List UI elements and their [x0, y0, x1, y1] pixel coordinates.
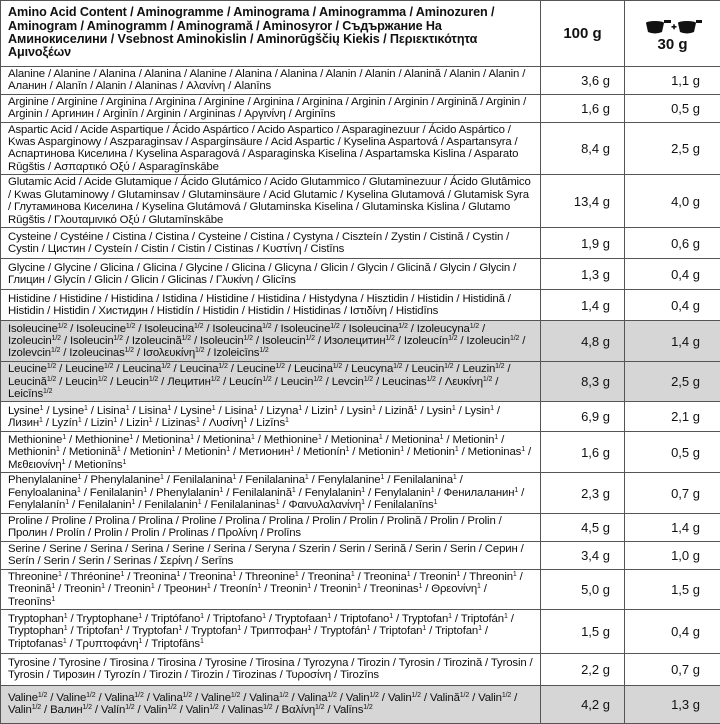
- footnote-marker: 1: [285, 417, 289, 424]
- amino-acid-name: Histidine / Histidine / Histidina / Istidina / Histidine / Histidina / Histydyna / Hisztidin / Histidin / Histidină / Histidin / Histidin / Хистидин / Histidín / Histidin / Histidin / Histidinas / Ιστιδίνη / Histidīns: [1, 290, 541, 321]
- value-per-serving: 0,4 g: [625, 609, 720, 653]
- table-row: [1, 513, 720, 541]
- value-per-serving: 1,5 g: [625, 569, 720, 609]
- amino-acid-name: Lysine$^1$ / Lysine$^1$ / Lisina$^1$ / Lisina$^1$ / Lysine$^1$ / Lisina$^1$ / Lizyna$^1$ / Lizin$^1$ / Lysin$^1$ / Lizină$^1$ / Lysin$^1$ / Lysin$^1$ / Лизин$^1$ / Lyzín$^1$ / Lizin$^1$ / Lizin$^1$ / Lizinas$^1$ / Λυσίνη$^1$ / Lizīns$^1$: [1, 402, 541, 432]
- footnote-marker: 1/2: [149, 376, 158, 383]
- footnote-marker: 1/2: [510, 335, 519, 342]
- table-title: Amino Acid Content / Aminogramme / Aminograma / Aminogramma / Aminozuren / Aminogram / Aminogramm / Aminogramă / Aminosyror / Съдържание На Аминокиселини / Vsebnost Aminokislin / Aminorūgščių Kiekis / Περιεκτικότητα Αμινοξέων: [1, 1, 541, 67]
- table-row: [1, 175, 720, 228]
- footnote-marker: 1/2: [426, 376, 435, 383]
- amino-acid-name: Cysteine / Cystéine / Cistina / Cistina / Cysteine / Cistina / Cystyna / Ciszteín / Zystin / Cistină / Cystin / Cystin / Цистин / Cysteín / Cistin / Cistin / Cistinas / Κυστίνη / Cistīns: [1, 228, 541, 259]
- value-per-100g: 1,9 g: [541, 228, 625, 259]
- value-per-100g: 5,0 g: [541, 569, 625, 609]
- footnote-marker: 1: [143, 487, 147, 494]
- footnote-marker: 1: [298, 405, 302, 412]
- footnote-marker: 1: [84, 405, 88, 412]
- footnote-marker: 1/2: [279, 692, 288, 699]
- footnote-marker: 1: [372, 405, 376, 412]
- footnote-marker: 1: [129, 434, 133, 441]
- amino-acid-name: Tyrosine / Tyrosine / Tirosina / Tirosina / Tyrosine / Tirosina / Tyrozyna / Tirozin / Tyrosin / Tirozină / Tyrosin / Tyrosin / Тирозин / Tyrozín / Tirozin / Tirozin / Tirozinas / Τυροσίνη / Tirozīns: [1, 653, 541, 685]
- value-per-100g: 1,5 g: [541, 609, 625, 653]
- footnote-marker: 1: [504, 613, 508, 620]
- table-row: [1, 653, 720, 685]
- amino-acid-name: Alanine / Alanine / Alanina / Alanina / Alanine / Alanina / Alanina / Alanin / Alanin / Alanină / Alanin / Alanin / Аланин / Alanīn / Alanin / Alaninas / Αλανίνη / Alanīns: [1, 67, 541, 95]
- amino-acid-name: Aspartic Acid / Acide Aspartique / Ácido Aspártico / Acido Aspartico / Asparaginezuur / Ácido Aspártico / Kwas Asparginowy / Aszparaginsav / Asparginsäure / Acid Aspartic / Kyselina Aspartová / Aspartansyra / Аспартинова Киселина / Kyselina Asparagová / Asparaginska Kiselina / Aspartamska Kislina / Asparato Rūgštis / Ασπαρτικό Οξύ / Asparagīnskābe: [1, 122, 541, 175]
- amino-acid-name: Arginine / Arginine / Arginina / Arginina / Arginine / Arginina / Arginina / Arginin / Arginin / Arginină / Arginin / Arginin / Аргинин / Arginīn / Arginin / Argininas / Αργινίνη / Arginīns: [1, 94, 541, 122]
- footnote-marker: 1: [243, 417, 247, 424]
- footnote-marker: 1: [78, 417, 82, 424]
- value-per-serving: 0,7 g: [625, 473, 720, 513]
- footnote-marker: 1/2: [47, 363, 56, 370]
- footnote-marker: 1/2: [195, 347, 204, 354]
- footnote-marker: 1: [51, 583, 55, 590]
- footnote-marker: 1: [122, 459, 126, 466]
- footnote-marker: 1/2: [83, 704, 92, 711]
- footnote-marker: 1: [448, 613, 452, 620]
- footnote-marker: 1/2: [327, 692, 336, 699]
- footnote-marker: 1: [132, 499, 136, 506]
- amino-acid-name: Methionine$^1$ / Methionine$^1$ / Metionina$^1$ / Metionina$^1$ / Methionine$^1$ / Metionina$^1$ / Metionina$^1$ / Metionin$^1$ / Methionin$^1$ / Metionină$^1$ / Metionin$^1$ / Metionin$^1$ / Метионин$^1$ / Metionín$^1$ / Metionin$^1$ / Metionin$^1$ / Metioninas$^1$ / Μεθειονίνη$^1$ / Metionīns$^1$: [1, 432, 541, 473]
- footnote-marker: 1: [361, 487, 365, 494]
- footnote-marker: 1: [196, 417, 200, 424]
- footnote-marker: 1: [453, 474, 457, 481]
- footnote-marker: 1: [431, 487, 435, 494]
- footnote-marker: 1: [367, 625, 371, 632]
- footnote-marker: 1: [56, 446, 60, 453]
- footnote-marker: 1/2: [125, 704, 134, 711]
- footnote-marker: 1: [138, 638, 142, 645]
- value-per-serving: 1,1 g: [625, 67, 720, 95]
- footnote-marker: 1: [257, 583, 261, 590]
- footnote-marker: 1: [121, 571, 125, 578]
- footnote-marker: 1/2: [315, 704, 324, 711]
- value-per-serving: 0,4 g: [625, 259, 720, 290]
- footnote-marker: 1: [62, 459, 66, 466]
- footnote-marker: 1: [418, 583, 422, 590]
- footnote-marker: 1: [307, 625, 311, 632]
- footnote-marker: 1: [178, 625, 182, 632]
- scoop-plus-scoop-icon: [644, 15, 702, 35]
- amino-acid-name: Leucine$^{1/2}$ / Leucine$^{1/2}$ / Leucina$^{1/2}$ / Leucina$^{1/2}$ / Leucine$^{1/2}$ / Leucina$^{1/2}$ / Leucyna$^{1/2}$ / Leucin$^{1/2}$ / Leuzin$^{1/2}$ / Leucină$^{1/2}$ / Leucin$^{1/2}$ / Leucin$^{1/2}$ / Лецитин$^{1/2}$ / Leucín$^{1/2}$ / Leucin$^{1/2}$ / Levcin$^{1/2}$ / Leucinas$^{1/2}$ / Λευκίνη$^{1/2}$ / Leicīns$^{1/2}$: [1, 362, 541, 402]
- footnote-marker: 1: [414, 405, 418, 412]
- value-per-serving: 1,3 g: [625, 685, 720, 723]
- footnote-marker: 1: [149, 417, 153, 424]
- value-per-serving: 1,0 g: [625, 541, 720, 569]
- footnote-marker: 1: [380, 474, 384, 481]
- footnote-marker: 1: [62, 434, 66, 441]
- footnote-marker: 1: [78, 474, 82, 481]
- footnote-marker: 1/2: [86, 692, 95, 699]
- value-per-100g: 13,4 g: [541, 175, 625, 228]
- footnote-marker: 1/2: [211, 376, 220, 383]
- footnote-marker: 1: [138, 613, 142, 620]
- footnote-marker: 1: [276, 499, 280, 506]
- per-100g-header: 100 g: [541, 1, 625, 67]
- footnote-marker: 1/2: [412, 692, 421, 699]
- value-per-100g: 1,6 g: [541, 432, 625, 473]
- value-per-serving: 0,6 g: [625, 228, 720, 259]
- footnote-marker: 1/2: [182, 335, 191, 342]
- footnote-marker: 1: [292, 487, 296, 494]
- footnote-marker: 1/2: [276, 363, 285, 370]
- value-per-serving: 1,4 g: [625, 513, 720, 541]
- footnote-marker: 1: [494, 434, 498, 441]
- footnote-marker: 1/2: [231, 692, 240, 699]
- footnote-marker: 1: [226, 446, 230, 453]
- footnote-marker: 1/2: [306, 335, 315, 342]
- footnote-marker: 1: [77, 487, 81, 494]
- amino-acid-name: Phenylalanine$^1$ / Phenylalanine$^1$ / Fenilalanina$^1$ / Fenilalanina$^1$ / Fenylalanine$^1$ / Fenilalanina$^1$ / Fenyloalanina$^1$ / Fenilalanin$^1$ / Phenylalanin$^1$ / Fenilalanină$^1$ / Fenylalanin$^1$ / Fenylalanin$^1$ / Фенилаланин$^1$ / Fenylalanín$^1$ / Fenilalanin$^1$ / Fenilalanin$^1$ / Fenilalaninas$^1$ / Φαινυλαλανίνη$^1$ / Fenilalanīns$^1$: [1, 473, 541, 513]
- footnote-marker: 1: [58, 571, 62, 578]
- footnote-marker: 1: [452, 405, 456, 412]
- table-row: [1, 122, 720, 175]
- table-row: [1, 321, 720, 362]
- footnote-marker: 1: [119, 625, 123, 632]
- value-per-100g: 1,6 g: [541, 94, 625, 122]
- footnote-marker: 1: [440, 434, 444, 441]
- amino-acid-name: Threonine$^1$ / Thréonine$^1$ / Treonina$^1$ / Treonina$^1$ / Threonine$^1$ / Treonina$^1$ / Treonina$^1$ / Treonin$^1$ / Threonin$^1$ / Treonină$^1$ / Treonin$^1$ / Treonin$^1$ / Треонин$^1$ / Treonín$^1$ / Treonin$^1$ / Treonin$^1$ / Treoninas$^1$ / Θρεονίνη$^1$ / Treonīns$^1$: [1, 569, 541, 609]
- table-header-row: [1, 1, 720, 67]
- footnote-marker: 1: [327, 613, 331, 620]
- footnote-marker: 1/2: [502, 692, 511, 699]
- footnote-marker: 1/2: [51, 347, 60, 354]
- value-per-serving: 1,4 g: [625, 321, 720, 362]
- footnote-marker: 1: [513, 571, 517, 578]
- footnote-marker: 1: [200, 638, 204, 645]
- table-row: [1, 432, 720, 473]
- footnote-marker: 1: [307, 583, 311, 590]
- footnote-marker: 1: [212, 405, 216, 412]
- value-per-100g: 1,3 g: [541, 259, 625, 290]
- footnote-marker: 1/2: [398, 323, 407, 330]
- footnote-marker: 1/2: [385, 335, 394, 342]
- footnote-marker: 1/2: [47, 376, 56, 383]
- table-row: [1, 569, 720, 609]
- footnote-marker: 1: [400, 446, 404, 453]
- footnote-marker: 1/2: [444, 363, 453, 370]
- footnote-marker: 1: [434, 499, 438, 506]
- footnote-marker: 1/2: [262, 323, 271, 330]
- footnote-marker: 1: [172, 446, 176, 453]
- footnote-marker: 1: [126, 405, 130, 412]
- value-per-100g: 8,3 g: [541, 362, 625, 402]
- footnote-marker: 1/2: [263, 704, 272, 711]
- footnote-marker: 1: [200, 613, 204, 620]
- footnote-marker: 1/2: [38, 692, 47, 699]
- table-row: [1, 362, 720, 402]
- amino-acid-name: Glycine / Glycine / Glicina / Glicina / Glycine / Glicina / Glicyna / Glicin / Glycin / Glicină / Glycin / Glycin / Глицин / Glycín / Glicin / Glicin / Glicinas / Γλυκίνη / Glicīns: [1, 259, 541, 290]
- footnote-marker: 1: [361, 499, 365, 506]
- value-per-serving: 0,5 g: [625, 94, 720, 122]
- footnote-marker: 1: [290, 446, 294, 453]
- footnote-marker: 1: [176, 571, 180, 578]
- footnote-marker: 1/2: [125, 347, 134, 354]
- footnote-marker: 1/2: [262, 376, 271, 383]
- footnote-marker: 1: [251, 434, 255, 441]
- footnote-marker: 1/2: [333, 363, 342, 370]
- table-row: [1, 228, 720, 259]
- footnote-marker: 1/2: [134, 692, 143, 699]
- footnote-marker: 1: [478, 625, 482, 632]
- footnote-marker: 1/2: [167, 704, 176, 711]
- footnote-marker: 1/2: [393, 363, 402, 370]
- footnote-marker: 1/2: [209, 704, 218, 711]
- footnote-marker: 1: [232, 571, 236, 578]
- footnote-marker: 1: [64, 613, 68, 620]
- value-per-100g: 1,4 g: [541, 290, 625, 321]
- footnote-marker: 1/2: [313, 376, 322, 383]
- footnote-marker: 1/2: [126, 323, 135, 330]
- table-row: [1, 541, 720, 569]
- footnote-marker: 1: [334, 405, 338, 412]
- value-per-100g: 4,5 g: [541, 513, 625, 541]
- footnote-marker: 1: [305, 474, 309, 481]
- value-per-100g: 4,2 g: [541, 685, 625, 723]
- footnote-marker: 1: [65, 499, 69, 506]
- footnote-marker: 1/2: [104, 363, 113, 370]
- footnote-marker: 1/2: [363, 704, 372, 711]
- value-per-serving: 2,5 g: [625, 122, 720, 175]
- footnote-marker: 1: [351, 571, 355, 578]
- amino-acid-name: Isoleucine$^{1/2}$ / Isoleucine$^{1/2}$ / Isoleucina$^{1/2}$ / Isoleucina$^{1/2}$ / Isoleucine$^{1/2}$ / Isoleucina$^{1/2}$ / Izoleucyna$^{1/2}$ / Izoleucin$^{1/2}$ / Isoleucin$^{1/2}$ / Izoleucină$^{1/2}$ / Isoleucin$^{1/2}$ / Isoleucin$^{1/2}$ / Изолецитин$^{1/2}$ / Izoleucín$^{1/2}$ / Izoleucin$^{1/2}$ / Izolevcin$^{1/2}$ / Izoleucinas$^{1/2}$ / Ισολευκίνη$^{1/2}$ / Izoleicīns$^{1/2}$: [1, 321, 541, 362]
- amino-acid-rows: [1, 67, 720, 724]
- footnote-marker: 1: [477, 583, 481, 590]
- value-per-serving: 2,1 g: [625, 402, 720, 432]
- footnote-marker: 1: [457, 571, 461, 578]
- footnote-marker: 1: [357, 583, 361, 590]
- footnote-marker: 1/2: [460, 692, 469, 699]
- footnote-marker: 1: [253, 405, 257, 412]
- footnote-marker: 1: [490, 405, 494, 412]
- footnote-marker: 1/2: [43, 388, 52, 395]
- footnote-marker: 1/2: [32, 704, 41, 711]
- footnote-marker: 1/2: [244, 335, 253, 342]
- footnote-marker: 1: [389, 613, 393, 620]
- value-per-100g: 8,4 g: [541, 122, 625, 175]
- footnote-marker: 1/2: [98, 376, 107, 383]
- footnote-marker: 1: [151, 583, 155, 590]
- footnote-marker: 1: [198, 499, 202, 506]
- table-row: [1, 609, 720, 653]
- table-row: [1, 94, 720, 122]
- table-row: [1, 259, 720, 290]
- footnote-marker: 1: [160, 474, 164, 481]
- value-per-serving: 0,5 g: [625, 432, 720, 473]
- footnote-marker: 1/2: [114, 335, 123, 342]
- footnote-marker: 1: [190, 434, 194, 441]
- footnote-marker: 1/2: [369, 692, 378, 699]
- footnote-marker: 1/2: [259, 347, 268, 354]
- footnote-marker: 1: [207, 583, 211, 590]
- footnote-marker: 1: [101, 583, 105, 590]
- footnote-marker: 1: [113, 417, 117, 424]
- table-row: [1, 473, 720, 513]
- value-per-100g: 2,3 g: [541, 473, 625, 513]
- footnote-marker: 1: [40, 405, 44, 412]
- value-per-100g: 3,4 g: [541, 541, 625, 569]
- footnote-marker: 1: [219, 487, 223, 494]
- table-row: [1, 685, 720, 723]
- footnote-marker: 1: [64, 625, 68, 632]
- footnote-marker: 1: [379, 434, 383, 441]
- footnote-marker: 1: [295, 571, 299, 578]
- footnote-marker: 1: [117, 446, 121, 453]
- footnote-marker: 1/2: [218, 363, 227, 370]
- footnote-marker: 1: [521, 446, 525, 453]
- footnote-marker: 1/2: [470, 323, 479, 330]
- value-per-100g: 3,6 g: [541, 67, 625, 95]
- value-per-serving: 0,4 g: [625, 290, 720, 321]
- footnote-marker: 1: [455, 446, 459, 453]
- footnote-marker: 1: [346, 446, 350, 453]
- amino-acid-name: Proline / Proline / Prolina / Prolina / Proline / Prolina / Prolina / Prolin / Prolin / Prolină / Prolin / Prolin / Пролин / Prolín / Prolin / Prolin / Prolinas / Προλίνη / Prolīns: [1, 513, 541, 541]
- footnote-marker: 1/2: [448, 335, 457, 342]
- footnote-marker: 1: [232, 474, 236, 481]
- table-row: [1, 402, 720, 432]
- footnote-marker: 1: [63, 638, 67, 645]
- value-per-serving: 4,0 g: [625, 175, 720, 228]
- footnote-marker: 1/2: [183, 692, 192, 699]
- footnote-marker: 1/2: [330, 323, 339, 330]
- footnote-marker: 1: [422, 625, 426, 632]
- footnote-marker: 1: [262, 613, 266, 620]
- table-row: [1, 290, 720, 321]
- footnote-marker: 1: [237, 625, 241, 632]
- value-per-100g: 2,2 g: [541, 653, 625, 685]
- value-per-serving: 0,7 g: [625, 653, 720, 685]
- amino-acid-name: Glutamic Acid / Acide Glutamique / Ácido Glutámico / Acido Glutammico / Glutaminezuur / Ácido Glutâmico / Kwas Glutaminowy / Glutaminsav / Glutaminsäure / Acid Glutamic / Kyselina Glutamová / Glutamisk Syra / Глутаминова Киселина / Kyselina Glutámová / Glutaminska Kiselina / Glutaminska Kislina / Glutamo Rūgštis / Γλουταμινικό Οξύ / Glutamīnskābe: [1, 175, 541, 228]
- value-per-100g: 4,8 g: [541, 321, 625, 362]
- value-per-serving: 2,5 g: [625, 362, 720, 402]
- footnote-marker: 1/2: [58, 323, 67, 330]
- footnote-marker: 1: [39, 417, 43, 424]
- amino-acid-name: Valine$^{1/2}$ / Valine$^{1/2}$ / Valina$^{1/2}$ / Valina$^{1/2}$ / Valine$^{1/2}$ / Valina$^{1/2}$ / Valina$^{1/2}$ / Valin$^{1/2}$ / Valin$^{1/2}$ / Valină$^{1/2}$ / Valin$^{1/2}$ / Valin$^{1/2}$ / Валин$^{1/2}$ / Valín$^{1/2}$ / Valin$^{1/2}$ / Valin$^{1/2}$ / Valinas$^{1/2}$ / Βαλίνη$^{1/2}$ / Valīns$^{1/2}$: [1, 685, 541, 723]
- footnote-marker: 1: [514, 487, 518, 494]
- amino-acid-name: Serine / Serine / Serina / Serina / Serine / Serina / Seryna / Szerin / Serin / Serină / Serin / Serin / Серин / Serín / Serin / Serin / Serinas / Σερίνη / Serīns: [1, 541, 541, 569]
- table-row: [1, 67, 720, 95]
- footnote-marker: 1: [167, 405, 171, 412]
- footnote-marker: 1: [407, 571, 411, 578]
- per-serving-header: [625, 1, 720, 67]
- footnote-marker: 1/2: [483, 376, 492, 383]
- footnote-marker: 1/2: [194, 323, 203, 330]
- footnote-marker: 1/2: [161, 363, 170, 370]
- footnote-marker: 1: [318, 434, 322, 441]
- per-serving-label: 30 g: [625, 36, 720, 53]
- footnote-marker: 1/2: [52, 335, 61, 342]
- footnote-marker: 1/2: [364, 376, 373, 383]
- footnote-marker: 1: [51, 596, 55, 603]
- amino-acid-name: Tryptophan$^1$ / Tryptophane$^1$ / Triptófano$^1$ / Triptofano$^1$ / Tryptofaan$^1$ / Triptofano$^1$ / Tryptofan$^1$ / Triptofán$^1$ / Tryptophan$^1$ / Triptofan$^1$ / Tryptofan$^1$ / Tryptofan$^1$ / Триптофан$^1$ / Tryptofán$^1$ / Triptofan$^1$ / Triptofan$^1$ / Triptofanas$^1$ / Τρυπτοφάνη$^1$ / Triptofāns$^1$: [1, 609, 541, 653]
- footnote-marker: 1/2: [495, 363, 504, 370]
- value-per-100g: 6,9 g: [541, 402, 625, 432]
